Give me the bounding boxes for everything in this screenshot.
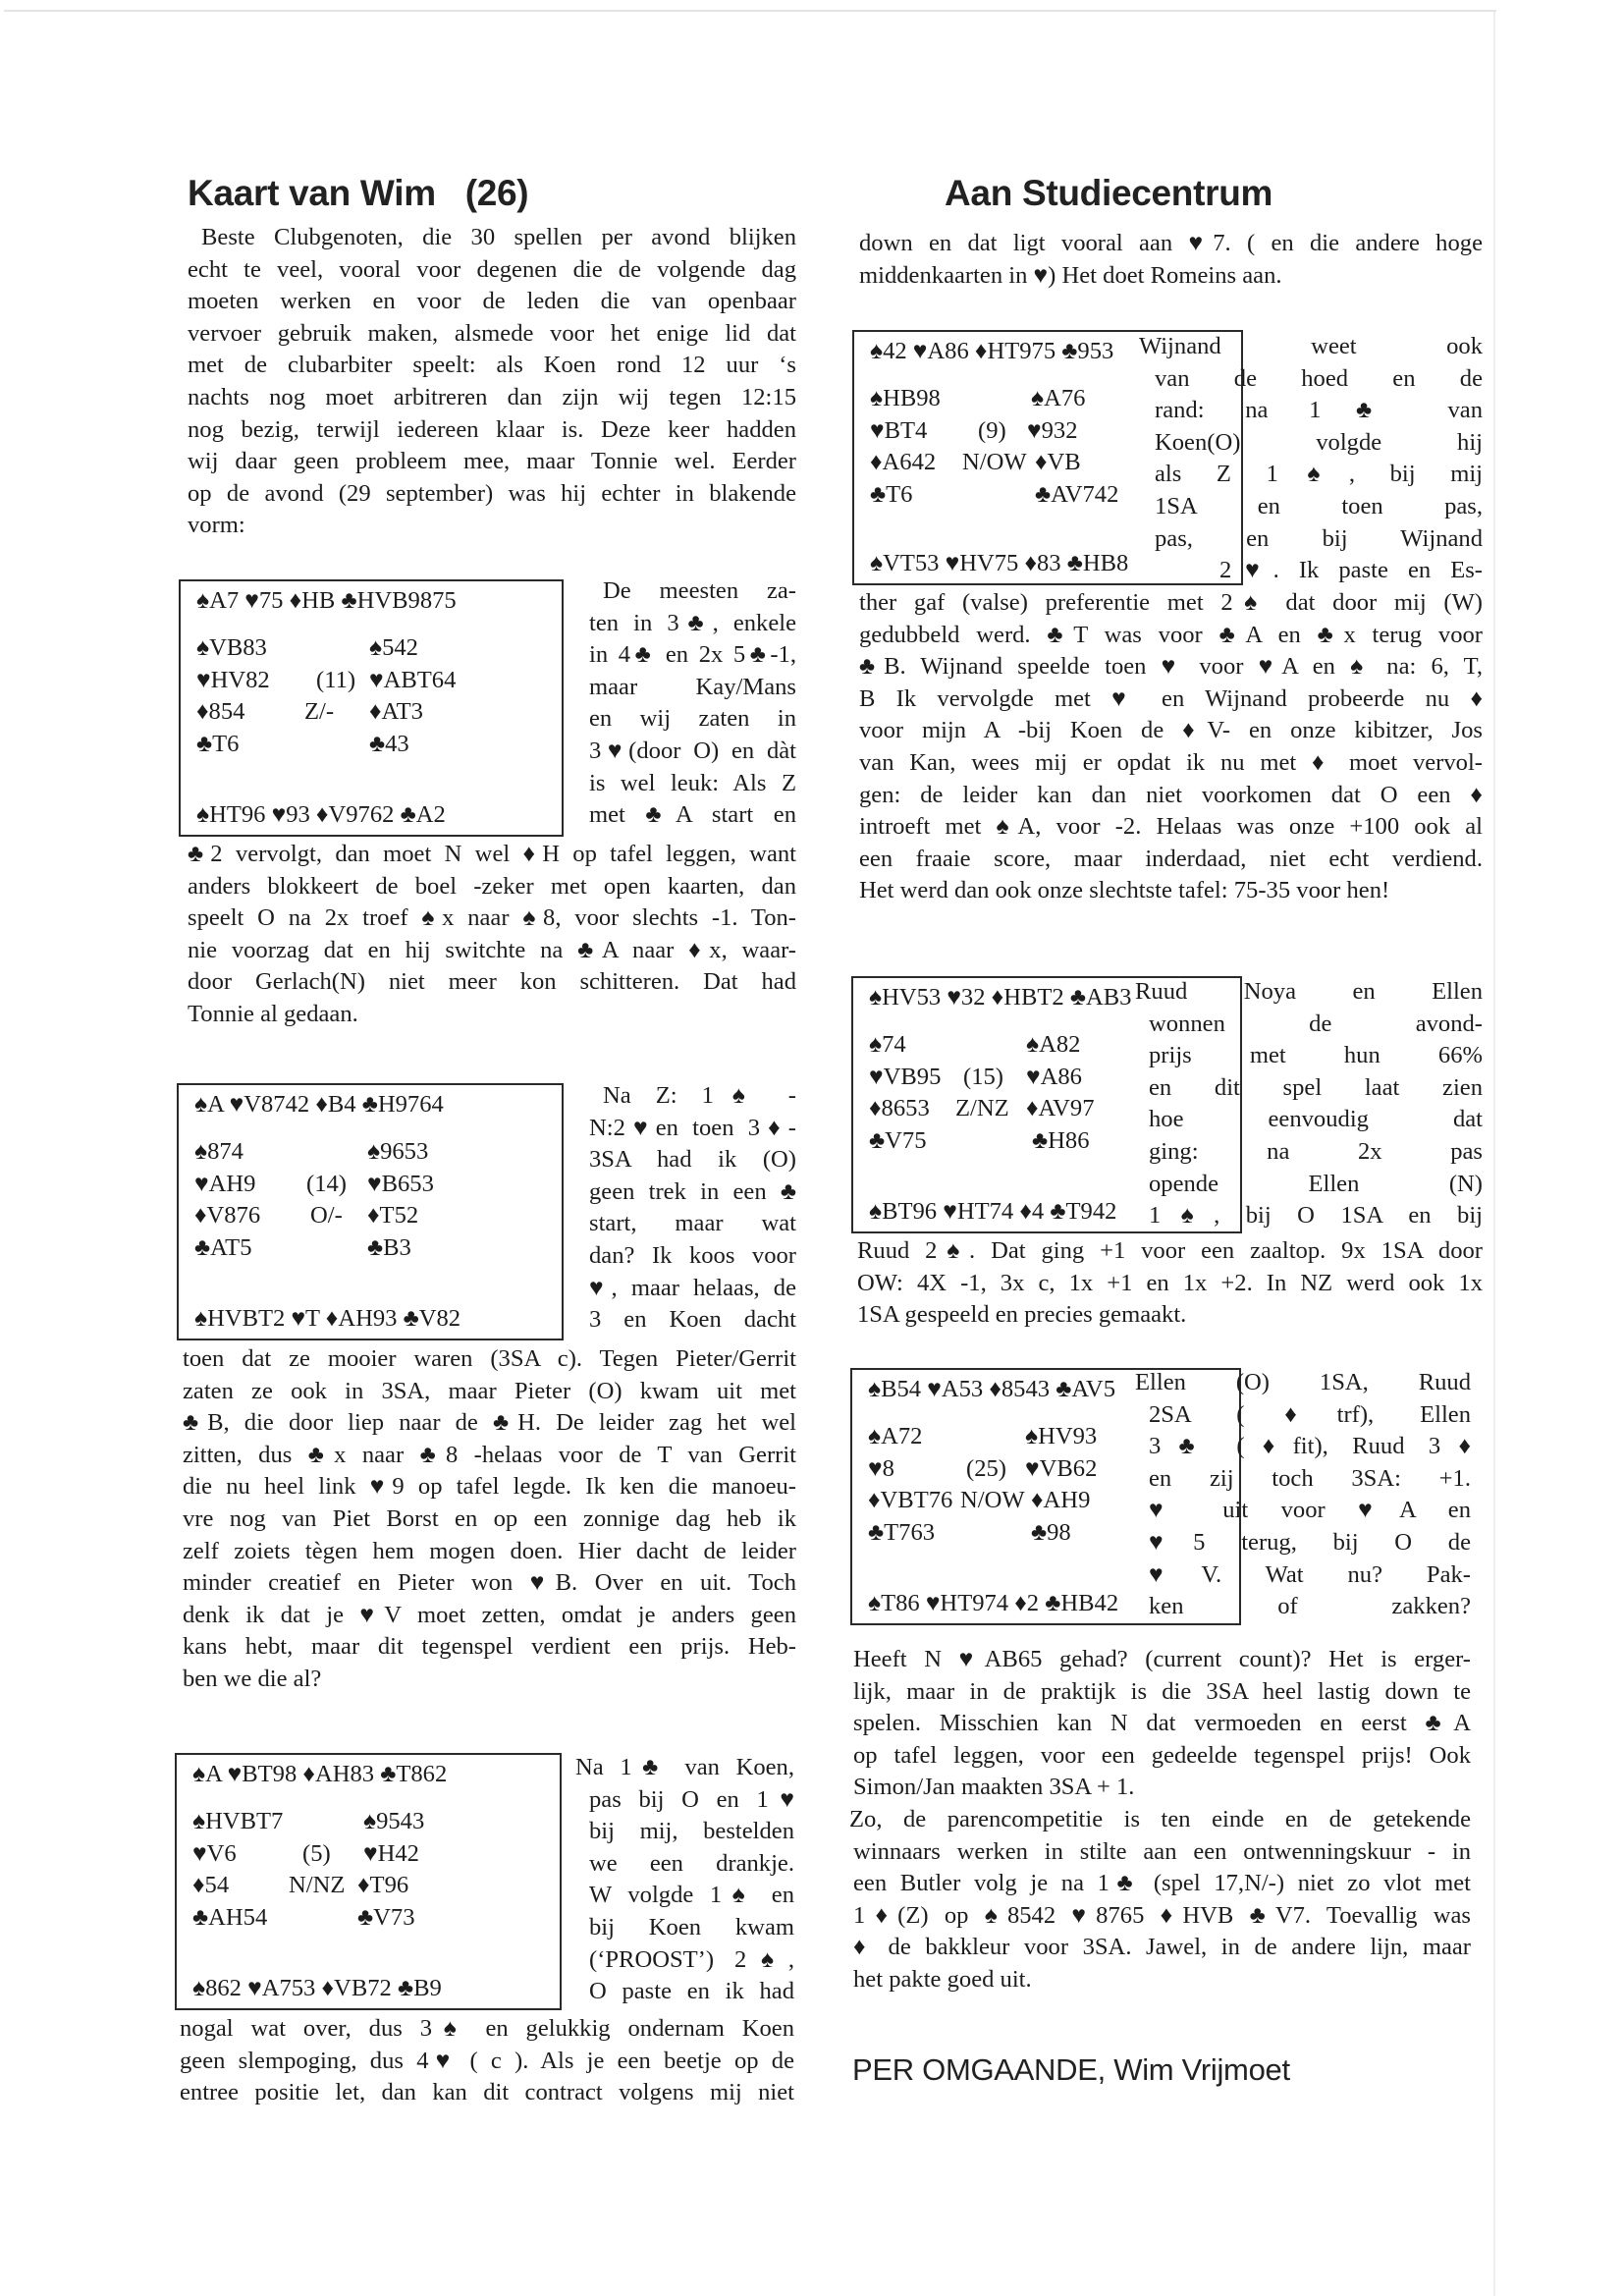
east-hearts: ♥A86 [1026,1063,1082,1090]
deal-diagram-11 [179,579,564,837]
deal-25-commentary [1135,1367,1471,1623]
text-line: bij Koen kwam [589,1913,794,1941]
text-line: ♣B. Wijnand speelde toen ♥ voor ♥A en ♠ na: 6, T, [859,653,1483,681]
east-clubs: ♣AV742 [1035,480,1119,508]
text-line: een Butler volg je na 1♣ (spel 17,N/-) niet zo vlot met [853,1870,1471,1897]
text-line: ♦ de bakkleur voor 3SA. Jawel, in de andere lijn, maar [853,1934,1471,1961]
dealer-vulnerability: N/OW [962,449,1027,475]
west-east-hands [194,1138,552,1266]
text-line: gen: de leider kan dan niet voorkomen dat O een ♦ [859,781,1483,808]
board-number: (14) [306,1170,347,1197]
east-hearts: ♥ABT64 [369,666,457,693]
board-number: (25) [966,1454,1006,1482]
text-line: Ruud Noya en Ellen [1135,978,1483,1005]
south-hand: ♠HT96 ♥93 ♦V9762 ♣A2 [196,801,446,828]
text-line: N:2♥en toen 3♦- [589,1114,796,1141]
east-hearts: ♥H42 [363,1839,419,1867]
text-line: met de clubarbiter speelt: als Koen rond 12 uur ‘s [188,352,796,379]
text-line: nogal wat over, dus 3♠ en gelukkig ondernam Koen [180,2015,794,2042]
text-line: we een drankje. [589,1849,794,1877]
west-diamonds: ♦854 [196,698,245,725]
text-line: ben we die al? [183,1665,322,1692]
east-hearts: ♥B653 [367,1170,434,1197]
text-line: met ♣A start en [589,801,796,829]
deal-14-continuation [183,1343,796,1696]
text-line: 1SA en toen pas, [1155,492,1483,519]
text-line: 1♠, bij O 1SA en bij [1149,1202,1483,1230]
text-line: die nu heel link ♥9 op tafel legde. Ik ken die manoeu- [183,1473,796,1501]
text-line: Na 1♣ van Koen, [575,1754,794,1780]
text-line: geen slempoging, dus 4♥ ( c ). Als je een beetje op de [180,2047,794,2074]
deal-5-commentary [575,1752,794,2008]
text-line: 3♥(door O) en dàt [589,737,796,764]
text-line: kans hebt, maar dit tegenspel verdient een prijs. Heb- [183,1633,796,1661]
west-spades: ♠74 [869,1031,906,1058]
text-line: O paste en ik had [589,1978,794,2005]
text-line: ken of zakken? [1149,1593,1471,1620]
text-line: 2♥. Ik paste en Es- [1219,557,1483,584]
deal-9-commentary-lines [1141,331,1483,587]
east-spades: ♠HV93 [1025,1423,1098,1449]
text-line: dan? Ik koos voor [589,1241,796,1269]
dealer-vulnerability: N/OW [960,1487,1025,1513]
text-line: nachts nog moet arbitreren dan zijn wij tegen 12:15 [188,383,796,410]
deal-11-continuation [188,839,796,1031]
text-line: als Z 1♠, bij mij [1155,461,1483,488]
text-line: 2SA (♦trf), Ellen [1149,1400,1471,1428]
left-column-title: Kaart van Wim (26) [188,173,529,213]
text-line: Wijnand weet ook [1139,333,1483,359]
text-line: wonnen de avond- [1149,1010,1483,1037]
text-line: Ruud 2♠. Dat ging +1 voor een zaaltop. 9x 1SA door [857,1237,1483,1264]
right-column-title: Aan Studiecentrum [945,173,1273,213]
west-clubs: ♣T6 [196,730,240,757]
scan-edge-top [4,10,1496,12]
west-spades: ♠A72 [868,1423,923,1449]
text-line: nog bezig, terwijl iedereen klaar is. Deze keer hadden [188,415,796,443]
text-line: entree positie let, dan kan dit contract volgens mij niet [180,2079,794,2106]
east-diamonds: ♦T52 [367,1202,419,1229]
text-line: op tafel leggen, voor een gedeelde tegenspel prijs! Ook [853,1741,1471,1769]
text-line: wij daar geen probleem mee, maar Tonnie wel. Eerder [188,448,796,475]
text-line: Beste Clubgenoten, die 30 spellen per avond blijken [201,224,796,250]
text-line: zelf zoiets tègen hem mogen doen. Hier dacht de leider [183,1537,796,1564]
deal-11-commentary [589,575,796,832]
text-line: spelen. Misschien kan N dat vermoeden en eerst ♣A [853,1710,1471,1737]
text-line: 1SA gespeeld en precies gemaakt. [857,1301,1187,1329]
west-hearts: ♥8 [868,1454,894,1482]
text-line: Ellen (O) 1SA, Ruud [1135,1369,1471,1395]
text-line: anders blokkeert de boel -zeker met open kaarten, dan [188,872,796,900]
east-clubs: ♣B3 [367,1233,411,1261]
east-spades: ♠A76 [1031,385,1086,411]
board-number: (9) [978,416,1006,444]
text-line: een fraaie score, maar inderdaad, niet echt verdiend. [859,845,1483,872]
west-diamonds: ♦A642 [870,449,937,475]
deal-15-commentary [1135,976,1483,1232]
west-hearts: ♥VB95 [869,1063,942,1090]
west-hearts: ♥V6 [192,1839,237,1867]
text-line: ten in 3♣, enkele [589,609,796,636]
text-line: Heeft N ♥AB65 gehad? (current count)? Het is erger- [853,1646,1471,1672]
west-diamonds: ♦V876 [194,1202,261,1229]
text-line: minder creatief en Pieter won ♥B. Over en uit. Toch [183,1569,796,1597]
text-line: Simon/Jan maakten 3SA + 1. [853,1774,1135,1801]
west-clubs: ♣AT5 [194,1233,252,1261]
deal-9-continuation [859,587,1483,907]
deal-diagram-5 [175,1753,562,2010]
deal-diagram-14 [177,1083,564,1340]
text-line: De meesten za- [603,577,796,604]
text-line: speelt O na 2x troef ♠x naar ♠8, voor slechts -1. Ton- [188,904,796,932]
dealer-vulnerability: O/- [310,1202,343,1229]
west-east-hands [192,1808,550,1936]
text-line: echt te veel, vooral voor degenen die de volgende dag [188,255,796,283]
text-line: ♥ uit voor ♥A en [1149,1497,1471,1524]
text-line: en dit spel laat zien [1149,1073,1483,1101]
west-hearts: ♥AH9 [194,1170,256,1197]
west-clubs: ♣T6 [870,480,913,508]
text-line: Na Z: 1♠ - [603,1082,796,1109]
intro-paragraph [188,222,796,542]
text-line: B Ik vervolgde met ♥ en Wijnand probeerde nu ♦ [859,684,1483,712]
west-spades: ♠874 [194,1138,244,1165]
west-east-hands [196,634,552,762]
text-line: pas, en bij Wijnand [1155,524,1483,552]
text-line: zitten, dus ♣x naar ♣8 -helaas voor de T van Gerrit [183,1441,796,1468]
east-clubs: ♣98 [1031,1518,1071,1546]
text-line: prijs met hun 66% [1149,1042,1483,1069]
text-line: ther gaf (valse) preferentie met 2♠ dat door mij (W) [859,589,1483,616]
text-line: vre nog van Piet Borst en op een zonnige dag heb ik [183,1504,796,1532]
text-line: nie voorzag dat en hij switchte na ♣A naar ♦x, waar- [188,936,796,963]
east-spades: ♠9543 [363,1808,425,1834]
south-hand: ♠862 ♥A753 ♦VB72 ♣B9 [192,1975,442,2001]
closing-paragraph [849,1804,1471,1996]
west-spades: ♠HB98 [870,385,941,411]
east-clubs: ♣43 [369,730,409,757]
west-diamonds: ♦8653 [869,1095,930,1121]
text-line: 1♦(Z) op ♠8542 ♥8765 ♦HVB ♣V7. Toevallig was [853,1901,1471,1929]
text-line: van de hoed en de [1155,364,1483,392]
east-hearts: ♥VB62 [1025,1454,1098,1482]
board-number: (11) [316,666,356,693]
west-clubs: ♣V75 [869,1126,927,1154]
north-hand: ♠42 ♥A86 ♦HT975 ♣953 [870,338,1114,364]
deal-5-continuation [180,2013,794,2109]
north-hand: ♠B54 ♥A53 ♦8543 ♣AV5 [868,1376,1115,1402]
text-line: moeten werken en voor de leden die van openbaar [188,288,796,315]
right-intro-paragraph [859,228,1483,292]
south-hand: ♠HVBT2 ♥T ♦AH93 ♣V82 [194,1305,461,1332]
text-line: op de avond (29 september) was hij echter in blakende [188,479,796,507]
text-line: bij mij, bestelden [589,1818,794,1845]
east-spades: ♠A82 [1026,1031,1081,1058]
text-line: geen trek in een ♣ [589,1177,796,1205]
text-line: ♥5 terug, bij O de [1149,1528,1471,1556]
south-hand: ♠BT96 ♥HT74 ♦4 ♣T942 [869,1198,1117,1225]
text-line: ♥, maar helaas, de [589,1274,796,1301]
text-line: maar Kay/Mans [589,673,796,700]
north-hand: ♠A ♥V8742 ♦B4 ♣H9764 [194,1091,444,1118]
deal-15-continuation [857,1235,1483,1332]
west-clubs: ♣T763 [868,1518,936,1546]
south-hand: ♠VT53 ♥HV75 ♦83 ♣HB8 [870,550,1129,576]
text-line: vorm: [188,512,245,539]
text-line: en zij toch 3SA: +1. [1149,1464,1471,1492]
text-line: van Kan, wees mij er opdat ik nu met ♦ moet vervol- [859,748,1483,776]
board-number: (15) [963,1063,1003,1090]
text-line: ♣2 vervolgt, dan moet N wel ♦H op tafel leggen, want [188,841,796,867]
text-line: is wel leuk: Als Z [589,769,796,796]
west-diamonds: ♦54 [192,1872,230,1898]
text-line: pas bij O en 1♥ [589,1785,794,1813]
text-line: OW: 4X -1, 3x c, 1x +1 en 1x +2. In NZ werd ook 1x [857,1269,1483,1296]
board-number: (5) [302,1839,331,1867]
text-line: Het werd dan ook onze slechtste tafel: 75-35 voor hen! [859,877,1390,904]
text-line: zaten ze ook in 3SA, maar Pieter (O) kwam uit met [183,1377,796,1404]
east-diamonds: ♦AH9 [1031,1487,1091,1513]
dealer-vulnerability: Z/- [304,698,335,725]
scan-edge-right [1493,12,1495,2296]
text-line: ging: na 2x pas [1149,1137,1483,1165]
dealer-vulnerability: N/NZ [289,1872,346,1898]
dealer-vulnerability: Z/NZ [955,1095,1009,1121]
text-line: vervoer gebruik maken, alsmede voor het enige lid dat [188,319,796,347]
east-spades: ♠542 [369,634,418,661]
text-line: denk ik dat je ♥V moet zetten, omdat je anders geen [183,1601,796,1628]
text-line: start, maar wat [589,1210,796,1237]
text-line: middenkaarten in ♥) Het doet Romeins aan. [859,261,1282,289]
text-line: door Gerlach(N) niet meer kon schitteren. Dat had [188,968,796,996]
text-line: ♣B, die door liep naar de ♣H. De leider zag het wel [183,1409,796,1437]
east-clubs: ♣V73 [357,1903,415,1931]
east-clubs: ♣H86 [1032,1126,1090,1154]
text-line: introeft met ♠A, voor -2. Helaas was onze +100 ook al [859,813,1483,841]
west-hearts: ♥BT4 [870,416,928,444]
east-diamonds: ♦AV97 [1026,1095,1095,1121]
text-line: ♥V. Wat nu? Pak- [1149,1560,1471,1588]
text-line: Koen(O) volgde hij [1155,428,1483,456]
text-line: down en dat ligt vooral aan ♥7. ( en die andere hoge [859,230,1483,256]
west-hearts: ♥HV82 [196,666,270,693]
south-hand: ♠T86 ♥HT974 ♦2 ♣HB42 [868,1590,1119,1616]
west-spades: ♠VB83 [196,634,267,661]
text-line: het pakte goed uit. [853,1965,1032,1993]
text-line: W volgde 1♠ en [589,1882,794,1909]
text-line: toen dat ze mooier waren (3SA c). Tegen Pieter/Gerrit [183,1345,796,1372]
east-hearts: ♥932 [1027,416,1078,444]
east-diamonds: ♦VB [1035,449,1081,475]
text-line: 3SA had ik (O) [589,1146,796,1174]
text-line: Zo, de parencompetitie is ten einde en de getekende [849,1806,1471,1832]
west-clubs: ♣AH54 [192,1903,268,1931]
text-line: opende Ellen (N) [1149,1170,1483,1197]
text-line: 3♣ (♦fit), Ruud 3♦ [1149,1433,1471,1460]
north-hand: ♠A7 ♥75 ♦HB ♣HVB9875 [196,587,457,614]
deal-14-commentary [589,1080,796,1337]
signoff: PER OMGAANDE, Wim Vrijmoet [852,2052,1290,2087]
north-hand: ♠HV53 ♥32 ♦HBT2 ♣AB3 [869,984,1132,1011]
text-line: (‘PROOST’) 2♠, [589,1945,794,1973]
east-diamonds: ♦T96 [357,1872,409,1898]
east-spades: ♠9653 [367,1138,429,1165]
text-line: hoe eenvoudig dat [1149,1106,1483,1133]
text-line: in 4♣ en 2x 5♣-1, [589,641,796,669]
deal-25-continuation [853,1644,1471,1804]
text-line: en wij zaten in [589,705,796,733]
north-hand: ♠A ♥BT98 ♦AH83 ♣T862 [192,1761,448,1787]
west-diamonds: ♦VBT76 [868,1487,953,1513]
east-diamonds: ♦AT3 [369,698,423,725]
text-line: rand: na 1♣ van [1155,397,1483,424]
text-line: 3 en Koen dacht [589,1306,796,1334]
text-line: winnaars werken in stilte aan een ontwenningskuur - in [853,1837,1471,1865]
text-line: gedubbeld werd. ♣T was voor ♣A en ♣x terug voor [859,621,1483,648]
text-line: voor mijn A -bij Koen de ♦V- en onze kibitzer, Jos [859,717,1483,744]
text-line: Tonnie al gedaan. [188,1000,358,1027]
west-spades: ♠HVBT7 [192,1808,284,1834]
text-line: lijk, maar in de praktijk is die 3SA heel lastig down te [853,1677,1471,1705]
